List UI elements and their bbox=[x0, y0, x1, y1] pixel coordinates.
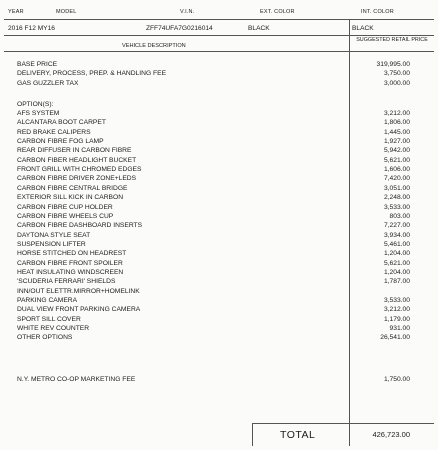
line-item-price: 1,927.00 bbox=[383, 138, 410, 146]
line-item-price: 931.00 bbox=[389, 325, 410, 333]
line-item-label: REAR DIFFUSER IN CARBON FIBRE bbox=[17, 147, 132, 155]
ext-color-label: EXT. COLOR bbox=[260, 9, 295, 15]
line-item-price: 1,806.00 bbox=[383, 119, 410, 127]
line-item-label: CARBON FIBRE FRONT SPOILER bbox=[17, 259, 123, 267]
total-box-top bbox=[252, 423, 434, 424]
line-item-label: CARBON FIBRE CENTRAL BRIDGE bbox=[17, 184, 128, 192]
line-item-label: INN/OUT ELETTR.MIRROR+HOMELINK bbox=[17, 287, 140, 295]
line-item-price: 5,621.00 bbox=[383, 259, 410, 267]
line-item-price: 1,204.00 bbox=[383, 250, 410, 258]
marketing-fee-price: 1,750.00 bbox=[383, 376, 410, 383]
line-item-price: 1,445.00 bbox=[383, 128, 410, 136]
line-item-label: 'SCUDERIA FERRARI' SHIELDS bbox=[17, 278, 116, 286]
total-price: 426,723.00 bbox=[372, 430, 410, 439]
year-model-value: 2016 F12 MY16 bbox=[8, 25, 55, 32]
line-item-label: CARBON FIBRE WHEELS CUP bbox=[17, 212, 114, 220]
line-item-label: AFS SYSTEM bbox=[17, 110, 60, 117]
column-header-top bbox=[4, 35, 434, 36]
line-item-price: 3,051.00 bbox=[383, 184, 410, 192]
line-item-price: 26,541.00 bbox=[380, 334, 410, 342]
header-divider bbox=[4, 19, 434, 20]
line-item-label: GAS GUZZLER TAX bbox=[17, 79, 79, 87]
line-item-price: 3,212.00 bbox=[383, 110, 410, 117]
model-label: MODEL bbox=[56, 9, 77, 15]
line-item-label: OTHER OPTIONS bbox=[17, 334, 73, 342]
line-item-price: 3,934.00 bbox=[383, 231, 410, 239]
total-box-left bbox=[252, 423, 253, 446]
line-item-price: 3,533.00 bbox=[383, 203, 410, 211]
line-item-price: 5,461.00 bbox=[383, 240, 410, 248]
msrp-header: SUGGESTED RETAIL PRICE bbox=[356, 37, 428, 43]
line-item-label: HEAT INSULATING WINDSCREEN bbox=[17, 268, 124, 276]
line-item-label: BASE PRICE bbox=[17, 61, 58, 68]
vin-label: V.I.N. bbox=[180, 9, 195, 15]
line-item-label: PARKING CAMERA bbox=[17, 297, 78, 304]
line-item-label: RED BRAKE CALIPERS bbox=[17, 128, 91, 136]
options-heading: OPTION(S): bbox=[17, 101, 54, 108]
line-item-price: 5,621.00 bbox=[383, 156, 410, 164]
line-item-price: 3,212.00 bbox=[383, 306, 410, 314]
line-item-price: 3,000.00 bbox=[383, 79, 410, 87]
line-item-price: 5,942.00 bbox=[383, 147, 410, 155]
line-item-label: DELIVERY, PROCESS, PREP. & HANDLING FEE bbox=[17, 70, 167, 78]
line-item-price: 1,606.00 bbox=[383, 166, 410, 174]
line-item-price: 803.00 bbox=[389, 212, 410, 220]
line-item-price: 2,248.00 bbox=[383, 194, 410, 202]
window-sticker bbox=[4, 4, 434, 446]
line-item-price: 3,533.00 bbox=[383, 297, 410, 304]
column-header-bottom bbox=[4, 51, 434, 52]
line-item-label: CARBON FIBER HEADLIGHT BUCKET bbox=[17, 156, 137, 164]
line-item-label: DAYTONA STYLE SEAT bbox=[17, 231, 91, 239]
line-item-label: SUSPENSION LIFTER bbox=[17, 240, 86, 248]
line-item-label: CARBON FIBRE DRIVER ZONE+LEDS bbox=[17, 175, 137, 183]
line-item-label: CARBON FIBRE CUP HOLDER bbox=[17, 203, 113, 211]
line-item-price: 7,420.00 bbox=[383, 175, 410, 183]
line-item-label: DUAL VIEW FRONT PARKING CAMERA bbox=[17, 306, 141, 314]
int-color-label: INT. COLOR bbox=[361, 9, 394, 15]
line-item-price: 1,787.00 bbox=[383, 278, 410, 286]
line-item-label: ALCANTARA BOOT CARPET bbox=[17, 119, 106, 127]
year-label: YEAR bbox=[8, 9, 24, 15]
line-item-price: 1,204.00 bbox=[383, 268, 410, 276]
vin-value: ZFF74UFA7G0216014 bbox=[146, 25, 213, 32]
ext-color-value: BLACK bbox=[248, 25, 270, 32]
line-item-label: HORSE STITCHED ON HEADREST bbox=[17, 250, 127, 258]
line-item-price: 319,995.00 bbox=[376, 61, 410, 68]
line-item-price: 3,750.00 bbox=[383, 70, 410, 78]
vehicle-description-header: VEHICLE DESCRIPTION bbox=[122, 43, 186, 49]
line-item-label: SPORT SILL COVER bbox=[17, 315, 81, 323]
line-item-label: WHITE REV COUNTER bbox=[17, 325, 90, 333]
marketing-fee-label: N.Y. METRO CO-OP MARKETING FEE bbox=[17, 376, 136, 383]
int-color-value: BLACK bbox=[352, 25, 374, 32]
line-item-label: CARBON FIBRE FOG LAMP bbox=[17, 138, 104, 146]
line-item-label: CARBON FIBRE DASHBOARD INSERTS bbox=[17, 222, 143, 230]
line-item-price: 1,179.00 bbox=[383, 315, 410, 323]
line-item-label: FRONT GRILL WITH CHROMED EDGES bbox=[17, 166, 142, 174]
line-item-price: 7,227.00 bbox=[383, 222, 410, 230]
total-label: TOTAL bbox=[280, 429, 316, 441]
line-item-label: EXTERIOR SILL KICK IN CARBON bbox=[17, 194, 124, 202]
